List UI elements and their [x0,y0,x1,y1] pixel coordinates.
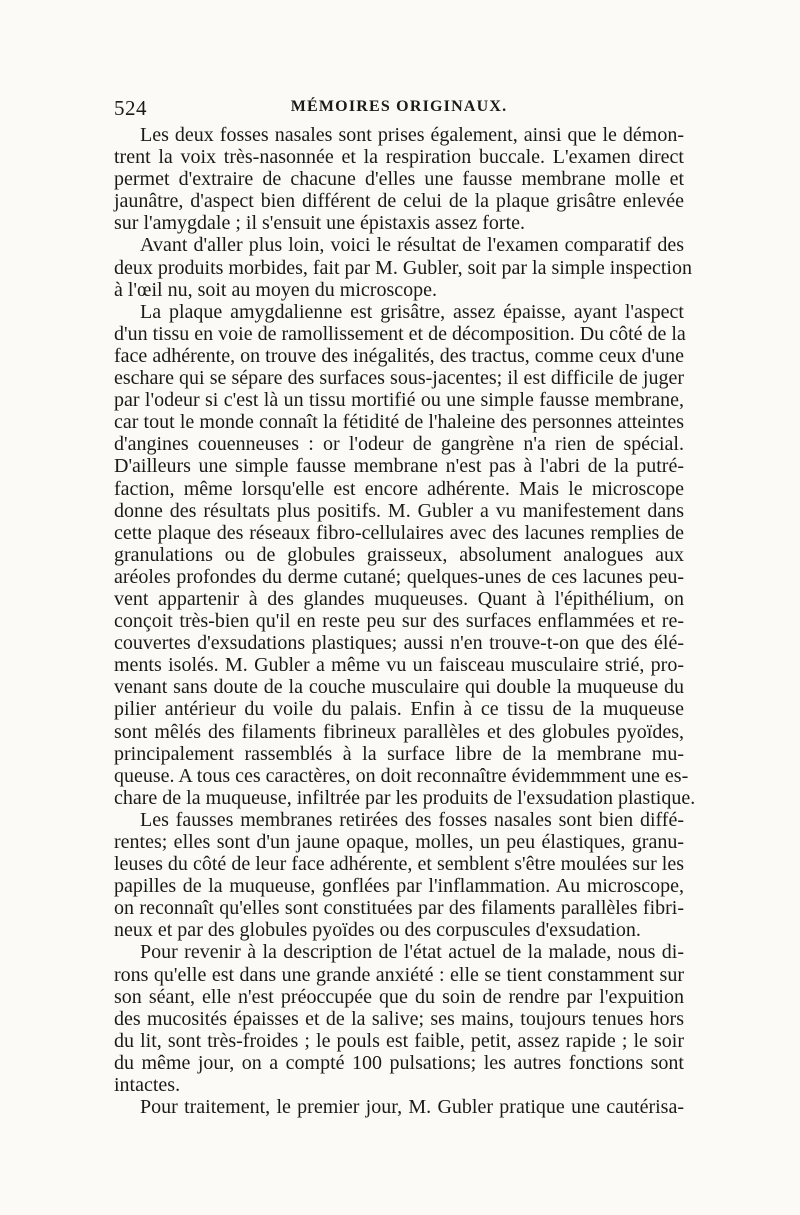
text-line: Pour traitement, le premier jour, M. Gubler pratique une cautérisa- [140,1096,684,1119]
paragraph [114,941,684,1096]
text-line: car tout le monde connaît la fétidité de l'haleine des personnes atteintes [114,411,684,434]
text-line: son séant, elle n'est préoccupée que du soin de rendre par l'expuition [114,985,684,1008]
text-line: par l'odeur si c'est là un tissu mortifié ou une simple fausse membrane, [114,389,684,412]
text-line: on reconnaît qu'elles sont constituées par des filaments parallèles fibri- [114,897,684,920]
text-line: à l'œil nu, soit au moyen du microscope. [114,278,437,301]
text-line: jaunâtre, d'aspect bien différent de celui de la plaque grisâtre enlevée [114,190,684,213]
running-title: MÉMOIRES ORIGINAUX. [290,98,508,115]
text-line: du même jour, on a compté 100 pulsations; les autres fonctions sont [114,1051,684,1074]
text-line: d'angines couenneuses : or l'odeur de gangrène n'a rien de spécial. [114,433,684,456]
page-number: 524 [114,96,147,120]
text-line: sont mêlés des filaments fibrineux parallèles et des globules pyoïdes, [114,720,684,743]
text-line: sur l'amygdale ; il s'ensuit une épistaxis assez forte. [114,212,525,235]
text-line: deux produits morbides, fait par M. Gubler, soit par la simple inspection [114,256,692,279]
text-line: vent appartenir à des glandes muqueuses. Quant à l'épithélium, on [114,587,684,610]
text-line: Pour revenir à la description de l'état actuel de la malade, nous di- [140,941,684,964]
paragraph [114,124,684,234]
text-line: Les deux fosses nasales sont prises également, ainsi que le démon- [140,124,684,146]
text-line: D'ailleurs une simple fausse membrane n'est pas à l'abri de la putré- [114,455,684,478]
text-line: granulations ou de globules graisseux, absolument analogues aux [114,543,684,566]
text-line: faction, même lorsqu'elle est encore adhérente. Mais le microscope [114,477,684,500]
text-line: du lit, sont très-froides ; le pouls est faible, petit, assez rapide ; le soir [114,1029,684,1052]
text-line: pilier antérieur du voile du palais. Enfin à ce tissu de la muqueuse [114,698,684,721]
paragraph [114,234,692,301]
text-line: Avant d'aller plus loin, voici le résultat de l'examen comparatif des [140,234,684,257]
text-line: trent la voix très-nasonnée et la respiration buccale. L'examen direct [114,146,684,169]
text-line: leuses du côté de leur face adhérente, et semblent s'être moulées sur les [114,853,684,876]
text-line: eschare qui se sépare des surfaces sous-jacentes; il est difficile de juger [114,367,684,390]
text-line: conçoit très-bien qu'il en reste peu sur des surfaces enflammées et re- [114,610,684,633]
text-line: face adhérente, on trouve des inégalités, des tractus, comme ceux d'une [114,344,684,367]
text-line: cette plaque des réseaux fibro-cellulaires avec des lacunes remplies de [114,521,684,544]
text-line: La plaque amygdalienne est grisâtre, assez épaisse, ayant l'aspect [140,300,684,323]
text-line: ments isolés. M. Gubler a même vu un faisceau musculaire strié, pro- [114,654,684,677]
text-line: rentes; elles sont d'un jaune opaque, molles, un peu élastiques, granu- [114,831,684,853]
text-line: queuse. A tous ces caractères, on doit reconnaître évidemmment une es- [114,764,689,787]
text-line: papilles de la muqueuse, gonflées par l'inflammation. Au microscope, [114,875,684,898]
text-line: rons qu'elle est dans une grande anxiété : elle se tient constamment sur [114,963,684,986]
text-line: chare de la muqueuse, infiltrée par les produits de l'exsudation plastique. [114,786,696,809]
text-line: donne des résultats plus positifs. M. Gubler a vu manifestement dans [114,499,684,522]
paragraph [114,1096,684,1118]
text-line: permet d'extraire de chacune d'elles une fausse membrane molle et [114,168,684,191]
text-line: venant sans doute de la couche musculaire qui double la muqueuse du [114,676,684,699]
text-line: neux et par des globules pyoïdes ou des corpuscules d'exsudation. [114,919,641,942]
text-line: principalement rassemblés à la surface libre de la membrane mu- [114,742,684,765]
text-line: Les fausses membranes retirées des fosses nasales sont bien diffé- [140,808,684,831]
text-line: des mucosités épaisses et de la salive; ses mains, toujours tenues hors [114,1007,684,1030]
page-header [114,96,684,126]
text-line: d'un tissu en voie de ramollissement et de décomposition. Du côté de la [114,322,686,345]
paragraph [114,809,684,942]
body-text [114,124,696,1119]
text-line: couvertes d'exsudations plastiques; aussi n'en trouve-t-on que des élé- [114,632,684,655]
paragraph [114,300,696,809]
text-line: aréoles profondes du derme cutané; quelques-unes de ces lacunes peu- [114,565,684,588]
text-line: intactes. [114,1074,181,1097]
